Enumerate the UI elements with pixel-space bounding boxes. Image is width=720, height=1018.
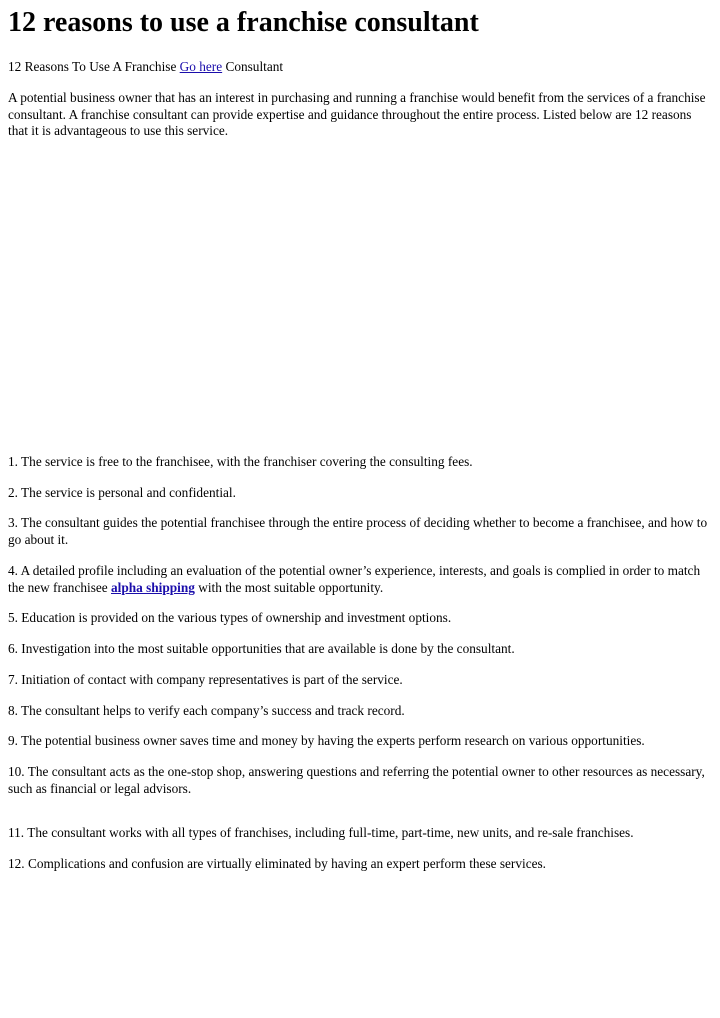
reason-4-text-before: 4. A detailed profile including an evaluation of the potential owner’s experience, interests, and goals is complied in order to match the new franchisee [8,563,701,595]
alpha-shipping-link[interactable]: alpha shipping [111,579,195,595]
reason-11: 11. The consultant works with all types of franchises, including full-time, part-time, new units, and re-sale franchises. [8,825,634,840]
reason-10: 10. The consultant acts as the one-stop shop, answering questions and referring the potential owner to other resources as necessary, such as financial or legal advisors. [8,764,705,796]
reason-1: 1. The service is free to the franchisee, with the franchiser covering the consulting fees. [8,454,473,469]
subtitle-text-after: Consultant [222,59,284,74]
reason-5: 5. Education is provided on the various types of ownership and investment options. [8,610,452,625]
reason-7: 7. Initiation of contact with company representatives is part of the service. [8,672,403,687]
reason-12: 12. Complications and confusion are virtually eliminated by having an expert perform these services. [8,856,546,871]
reason-9: 9. The potential business owner saves time and money by having the experts perform research on various opportunities. [8,733,645,748]
reason-2: 2. The service is personal and confidential. [8,485,236,500]
go-here-link[interactable]: Go here [179,59,223,74]
reason-4 [8,563,714,596]
page-title: 12 reasons to use a franchise consultant [8,7,479,38]
subtitle-text-before: 12 Reasons To Use A Franchise [8,59,180,74]
reason-4-text-after: with the most suitable opportunity. [194,579,384,595]
reason-6: 6. Investigation into the most suitable opportunities that are available is done by the consultant. [8,641,515,656]
subtitle-line [8,59,714,76]
reason-8: 8. The consultant helps to verify each company’s success and track record. [8,703,405,718]
empty-embed-area [8,150,712,445]
reason-3: 3. The consultant guides the potential franchisee through the entire process of deciding whether to become a franchisee, and how to go about it. [8,515,708,547]
intro-paragraph: A potential business owner that has an interest in purchasing and running a franchise would benefit from the services of a franchise consultant. A franchise consultant can provide expertise and guidance throughout the entire process. Listed below are 12 reasons that it is advantageous to use this service. [8,90,706,138]
